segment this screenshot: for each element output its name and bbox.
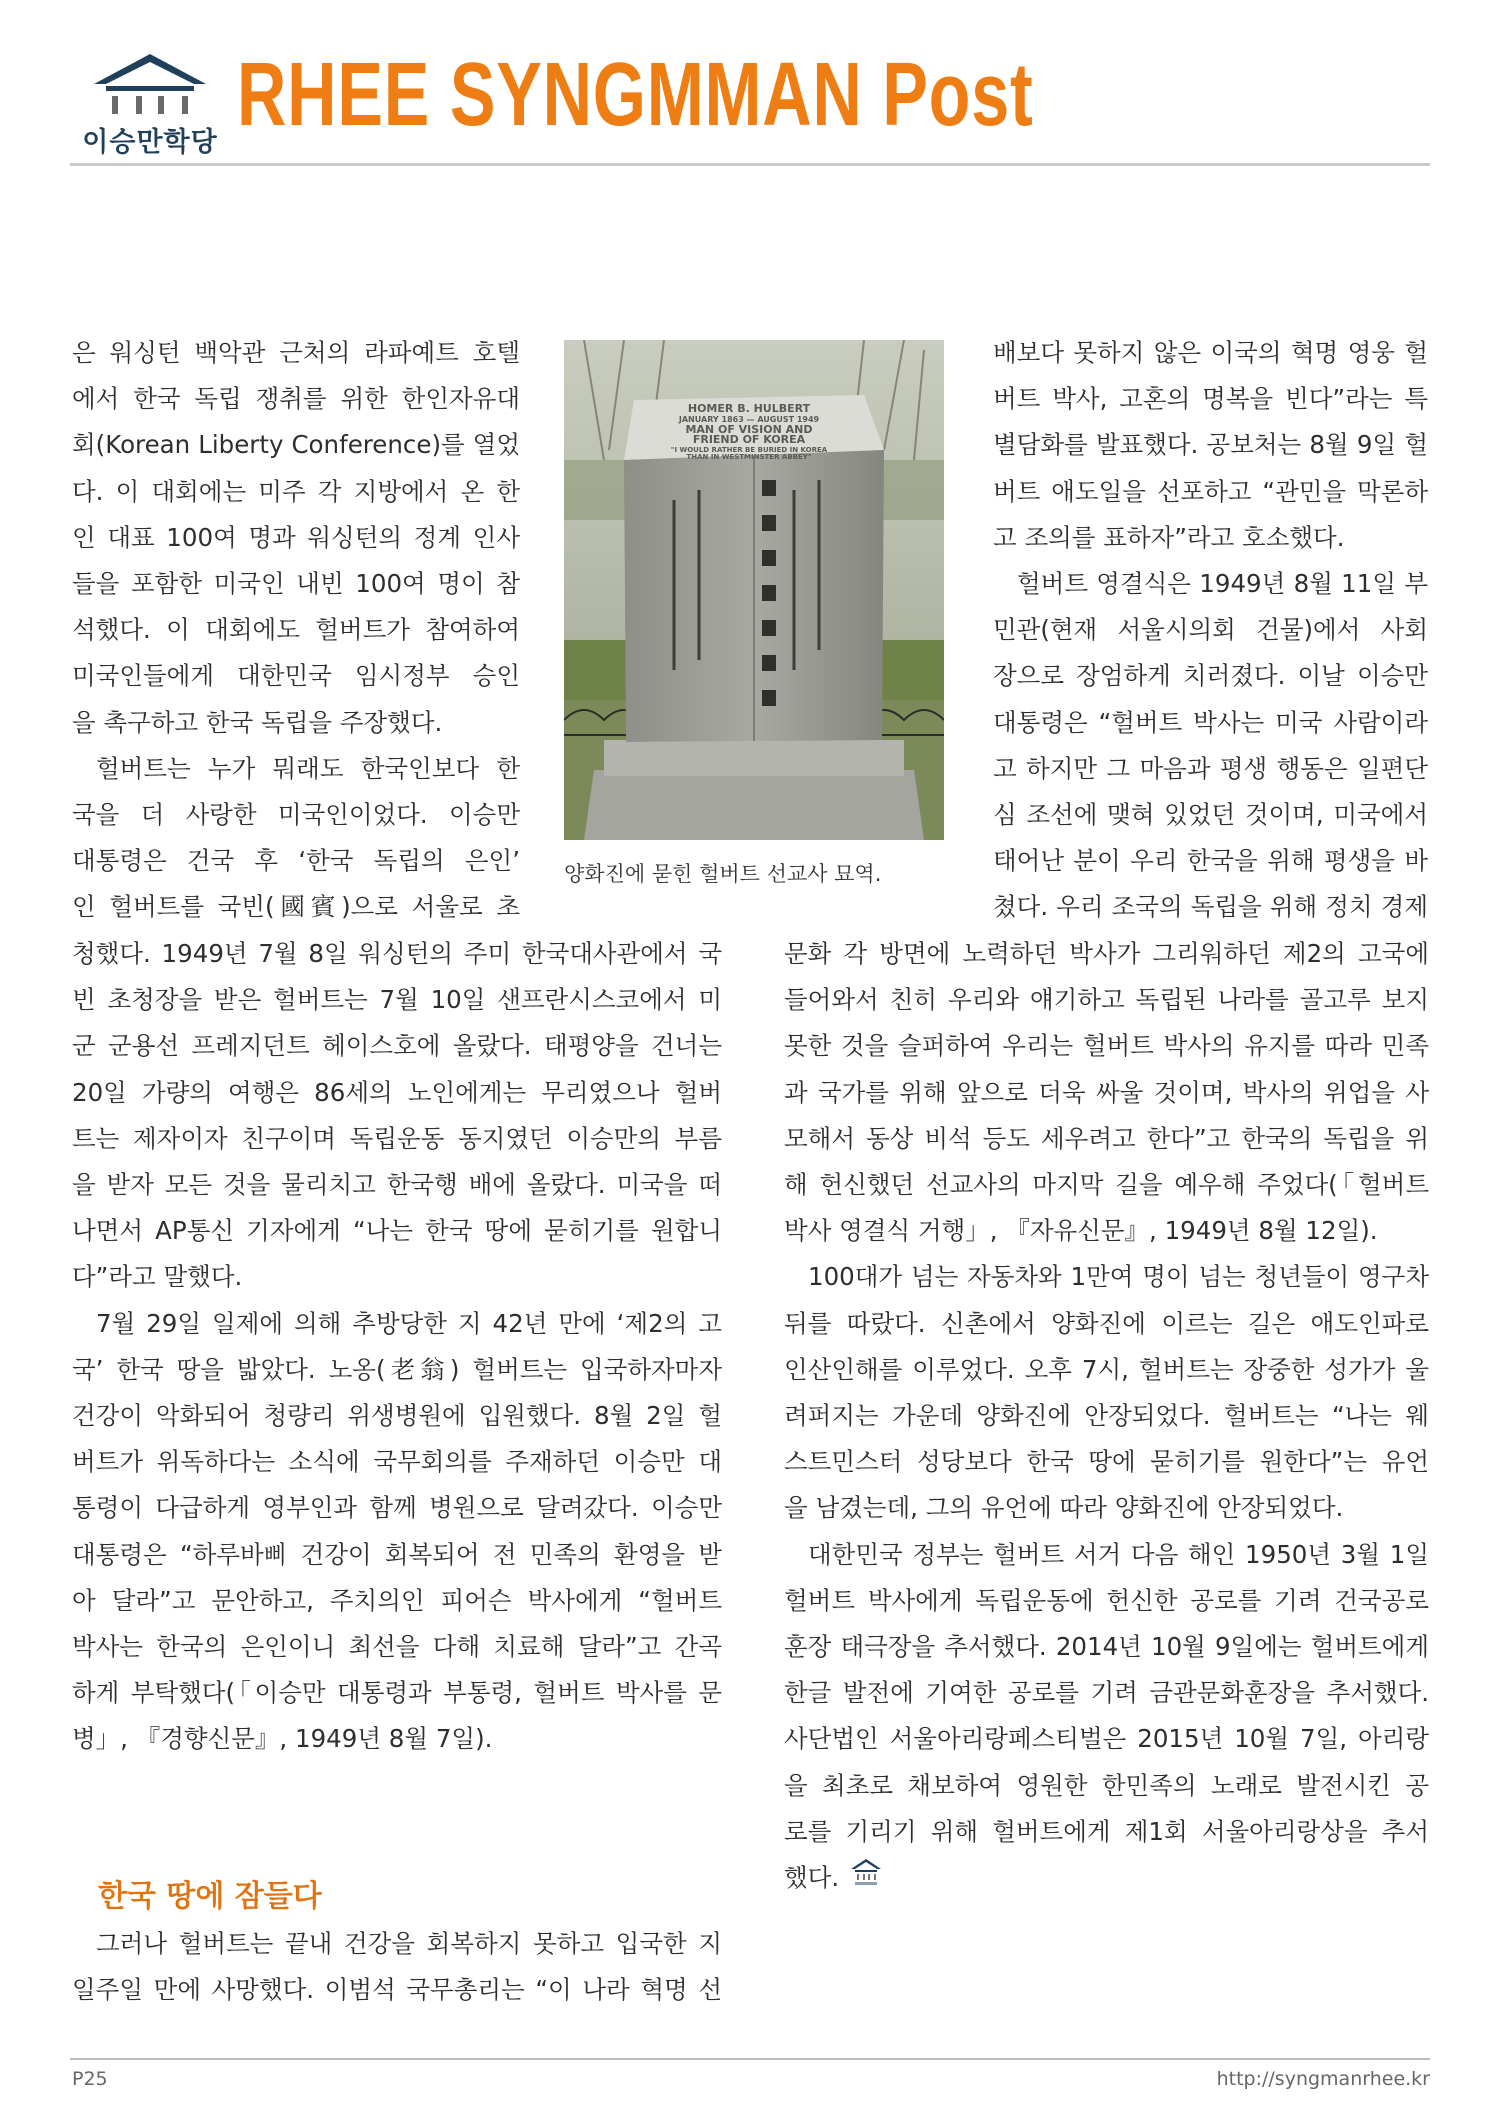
text-line: 건강이 악화되어 청량리 위생병원에 입원했다. 8월 2일 헐 xyxy=(72,1401,722,1431)
text-line: 들어와서 친히 우리와 얘기하고 독립된 나라를 골고루 보지 xyxy=(784,985,1429,1015)
left-column-section xyxy=(72,1921,722,2013)
text-line: 버트 애도일을 선포하고 “관민을 막론하 xyxy=(993,476,1428,506)
text-line: 미국인들에게 대한민국 임시정부 승인 xyxy=(72,661,520,691)
text-line: 박사 영결식 거행」, 『자유신문』, 1949년 8월 12일). xyxy=(784,1216,1378,1246)
text-line: 통령이 다급하게 영부인과 함께 병원으로 달려갔다. 이승만 xyxy=(72,1493,722,1523)
text-line: 쳤다. 우리 조국의 독립을 위해 정치 경제 xyxy=(993,892,1428,922)
text-line: 트는 제자이자 친구이며 독립운동 동지였던 이승만의 부름 xyxy=(72,1123,722,1153)
text-line: 사단법인 서울아리랑페스티벌은 2015년 10월 7일, 아리랑 xyxy=(784,1724,1429,1754)
text-line: 민관(현재 서울시의회 건물)에서 사회 xyxy=(993,615,1428,645)
text-line: 대통령은 “하루바삐 건강이 회복되어 전 민족의 환영을 받 xyxy=(72,1539,722,1569)
text-line: 에서 한국 독립 쟁취를 위한 한인자유대 xyxy=(72,384,520,414)
text-line: 태어난 분이 우리 한국을 위해 평생을 바 xyxy=(993,846,1428,876)
text-line: 문화 각 방면에 노력하던 박사가 그리워하던 제2의 고국에 xyxy=(784,939,1429,968)
text-line: 려퍼지는 가운데 양화진에 안장되었다. 헐버트는 “나는 웨 xyxy=(784,1401,1429,1431)
text-line: 일주일 만에 사망했다. 이범석 국무총리는 “이 나라 혁명 선 xyxy=(72,1975,722,2005)
text-line: 군 군용선 프레지던트 헤이스호에 올랐다. 태평양을 건너는 xyxy=(72,1031,722,1061)
logo xyxy=(70,50,230,158)
website-url: http://syngmanrhee.kr xyxy=(1216,2068,1430,2090)
text-line: 한글 발전에 기여한 공로를 기려 금관문화훈장을 추서했다. xyxy=(784,1678,1429,1708)
text-line: 은 워싱턴 백악관 근처의 라파예트 호텔 xyxy=(72,338,520,367)
text-line: 그러나 헐버트는 끝내 건강을 회복하지 못하고 입국한 지 xyxy=(96,1929,722,1958)
text-line: 청했다. 1949년 7월 8일 워싱턴의 주미 한국대사관에서 국 xyxy=(72,939,722,968)
text-line: 100대가 넘는 자동차와 1만여 명이 넘는 청년들이 영구차 xyxy=(808,1262,1429,1292)
text-line: 해 헌신했던 선교사의 마지막 길을 예우해 주었다(「헐버트 xyxy=(784,1170,1429,1200)
header-divider xyxy=(70,163,1430,166)
inscription-line: FRIEND OF KOREA xyxy=(692,433,806,446)
text-line: 훈장 태극장을 추서했다. 2014년 10월 9일에는 헐버트에게 xyxy=(784,1632,1429,1662)
text-line: 을 촉구하고 한국 독립을 주장했다. xyxy=(72,707,443,737)
text-line: 스트민스터 성당보다 한국 땅에 묻히기를 원한다”는 유언 xyxy=(784,1447,1429,1477)
text-line: 버트 박사, 고혼의 명복을 빈다”라는 특 xyxy=(993,384,1428,414)
text-line: 고 하지만 그 마음과 평생 행동은 일편단 xyxy=(993,753,1428,783)
text-line: 헐버트 영결식은 1949년 8월 11일 부 xyxy=(1017,569,1428,599)
text-line: 병」, 『경향신문』, 1949년 8월 7일). xyxy=(72,1724,493,1754)
text-line: 하게 부탁했다(「이승만 대통령과 부통령, 헐버트 박사를 문 xyxy=(72,1678,722,1708)
text-line: 못한 것을 슬퍼하여 우리는 헐버트 박사의 유지를 따라 민족 xyxy=(784,1031,1429,1061)
text-line: 대통령은 “헐버트 박사는 미국 사람이라 xyxy=(993,707,1428,737)
photo-caption: 양화진에 묻힌 헐버트 선교사 묘역. xyxy=(564,862,882,886)
left-column-lower xyxy=(72,931,722,1763)
text-line: 회(Korean Liberty Conference)를 열었 xyxy=(72,430,520,460)
text-line: 모해서 동상 비석 등도 세우려고 한다”고 한국의 독립을 위 xyxy=(784,1123,1429,1153)
footer-divider xyxy=(70,2058,1430,2060)
text-line: 들을 포함한 미국인 내빈 100여 명이 참 xyxy=(72,569,520,599)
inscription-line: HOMER B. HULBERT xyxy=(687,402,811,415)
house-logo-icon xyxy=(88,50,212,120)
text-line: 을 받자 모든 것을 물리치고 한국행 배에 올랐다. 미국을 떠 xyxy=(72,1170,722,1200)
text-line: 인 대표 100여 명과 워싱턴의 정계 인사 xyxy=(72,522,520,552)
text-line: 대통령은 건국 후 ‘한국 독립의 은인’ xyxy=(72,846,520,876)
text-line: 국’ 한국 땅을 밟았다. 노옹(老翁) 헐버트는 입국하자마자 xyxy=(72,1354,722,1384)
text-line: 을 최초로 채보하여 영원한 한민족의 노래로 발전시킨 공 xyxy=(784,1770,1429,1800)
text-line: 다”라고 말했다. xyxy=(72,1262,243,1292)
right-column-lower xyxy=(784,931,1429,1902)
text-line: 을 남겼는데, 그의 유언에 따라 양화진에 안장되었다. xyxy=(784,1493,1344,1523)
inscription-line: MAN OF VISION AND xyxy=(685,423,813,436)
text-line: 박사는 한국의 은인이니 최선을 다해 치료해 달라”고 간곡 xyxy=(72,1632,722,1662)
text-line: 나면서 AP통신 기자에게 “나는 한국 땅에 묻히기를 원합니 xyxy=(72,1216,722,1246)
inscription-line: JANUARY 1863 — AUGUST 1949 xyxy=(678,415,820,424)
text-line: 빈 초청장을 받은 헐버트는 7월 10일 샌프란시스코에서 미 xyxy=(72,985,722,1015)
masthead-title: RHEE SYNGMMAN Post xyxy=(237,45,1034,145)
text-line: 로를 기리기 위해 헐버트에게 제1회 서울아리랑상을 추서 xyxy=(784,1816,1429,1846)
text-line: 인 헐버트를 국빈(國賓)으로 서울로 초 xyxy=(72,892,520,922)
inscription-line: "I WOULD RATHER BE BURIED IN KOREA xyxy=(670,446,828,454)
text-line: 했다. xyxy=(784,1855,1429,1902)
text-line: 별담화를 발표했다. 공보처는 8월 9일 헐 xyxy=(993,430,1428,460)
text-line: 다. 이 대회에는 미주 각 지방에서 온 한 xyxy=(72,476,520,506)
header xyxy=(70,44,1430,164)
section-heading: 한국 땅에 잠들다 xyxy=(98,1879,322,1914)
text-line: 석했다. 이 대회에도 헐버트가 참여하여 xyxy=(72,615,520,645)
text-line: 뒤를 따랐다. 신촌에서 양화진에 이르는 길은 애도인파로 xyxy=(784,1308,1429,1338)
right-column-upper xyxy=(993,330,1428,931)
logo-text: 이승만학당 xyxy=(82,127,218,158)
text-line: 7월 29일 일제에 의해 추방당한 지 42년 만에 ‘제2의 고 xyxy=(96,1308,722,1338)
end-mark-logo-icon xyxy=(849,1856,883,1902)
inscription-line: THAN IN WESTMINSTER ABBEY" xyxy=(686,453,812,461)
text-line: 헐버트 박사에게 독립운동에 헌신한 공로를 기려 건국공로 xyxy=(784,1585,1429,1615)
text-line: 버트가 위독하다는 소식에 국무회의를 주재하던 이승만 대 xyxy=(72,1447,722,1477)
text-line: 장으로 장엄하게 치러졌다. 이날 이승만 xyxy=(993,661,1428,691)
text-line: 아 달라”고 문안하고, 주치의인 피어슨 박사에게 “헐버트 xyxy=(72,1585,722,1615)
page-number: P25 xyxy=(72,2068,108,2090)
text-line: 심 조선에 맺혀 있었던 것이며, 미국에서 xyxy=(993,800,1428,830)
tombstone-photo xyxy=(564,340,944,840)
text-line: 대한민국 정부는 헐버트 서거 다음 해인 1950년 3월 1일 xyxy=(808,1539,1429,1569)
tombstone-image xyxy=(564,340,944,840)
text-line: 국을 더 사랑한 미국인이었다. 이승만 xyxy=(72,800,520,830)
text-line: 배보다 못하지 않은 이국의 혁명 영웅 헐 xyxy=(993,338,1428,367)
text-line: 헐버트는 누가 뭐래도 한국인보다 한 xyxy=(96,753,520,783)
left-column-upper xyxy=(72,330,520,931)
text-line: 20일 가량의 여행은 86세의 노인에게는 무리였으나 헐버 xyxy=(72,1077,722,1107)
text-line: 인산인해를 이루었다. 오후 7시, 헐버트는 장중한 성가가 울 xyxy=(784,1354,1429,1384)
text-line: 고 조의를 표하자”라고 호소했다. xyxy=(993,522,1345,552)
text-line: 과 국가를 위해 앞으로 더욱 싸울 것이며, 박사의 위업을 사 xyxy=(784,1077,1429,1107)
